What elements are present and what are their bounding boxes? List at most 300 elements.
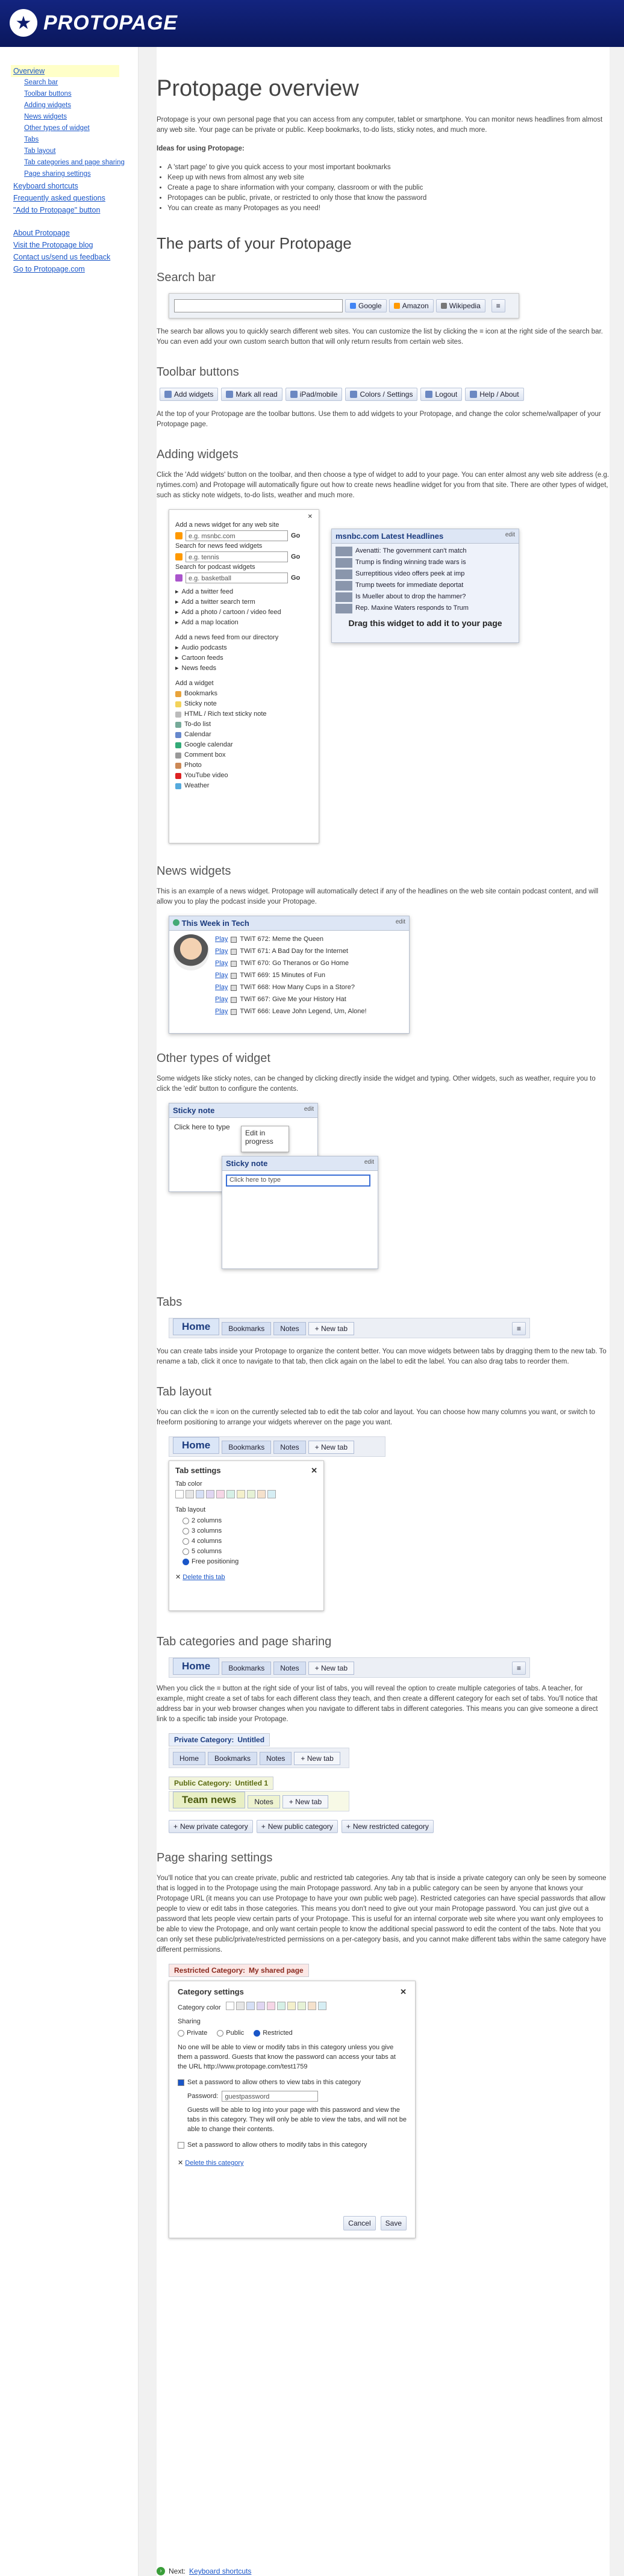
new-tab-label: New tab xyxy=(320,1443,348,1451)
headline-text: Trump is finding winning trade wars is xyxy=(355,559,466,566)
option-label: 5 columns xyxy=(192,1548,222,1555)
tab-notes[interactable]: Notes xyxy=(248,1795,279,1808)
edit-link[interactable]: edit xyxy=(395,919,405,925)
ipad-mobile-button[interactable] xyxy=(285,388,343,401)
google-search-button[interactable] xyxy=(345,299,387,312)
new-restricted-category-button[interactable]: + New restricted category xyxy=(342,1820,434,1833)
sidebar-item[interactable]: Adding widgets xyxy=(24,102,71,109)
radio-button[interactable] xyxy=(183,1518,189,1524)
button-label: iPad/mobile xyxy=(299,390,338,399)
list-item: • Create a page to share information with your company, classroom or with the public xyxy=(167,183,610,193)
radio-label: Restricted xyxy=(263,2029,293,2037)
play-link[interactable]: Play xyxy=(215,948,228,955)
play-icon[interactable] xyxy=(231,949,237,955)
twitter-feed-link[interactable]: ▸ Add a twitter feed xyxy=(175,587,313,597)
tab-notes[interactable]: Notes xyxy=(260,1752,292,1765)
logo-text: PROTOPAGE xyxy=(43,11,178,34)
list-item: • Protopages can be public, private, or restricted to only those that know the password xyxy=(167,193,610,203)
msnbc-preview-widget[interactable] xyxy=(331,529,519,643)
widget-option[interactable] xyxy=(175,750,313,760)
search-bar-desc: The search bar allows you to quickly search different web sites. You can customize the list by clicking the ≡ icon at the right side of the search bar. You can even add your own custom search button that will only return results from certain web sites. xyxy=(157,328,603,346)
radio-button[interactable] xyxy=(183,1538,189,1545)
panel-title: Tab settings xyxy=(175,1466,221,1475)
color-swatch[interactable] xyxy=(237,1490,245,1498)
search-settings-menu-icon[interactable]: ≡ xyxy=(491,299,505,312)
delete-category-link[interactable]: ✕ Delete this category xyxy=(178,2159,244,2167)
sidebar-item[interactable]: "Add to Protopage" button xyxy=(13,206,101,214)
podcast-title[interactable]: TWiT 667: Give Me your History Hat xyxy=(240,996,346,1003)
sharing-demo xyxy=(169,1964,610,2241)
play-link[interactable]: Play xyxy=(215,960,228,967)
label: Tab color xyxy=(175,1480,202,1488)
widget-option-label: Calendar xyxy=(184,731,211,738)
star-logo-icon: ★ xyxy=(10,9,37,37)
link-label: Add a twitter feed xyxy=(181,588,234,595)
sidebar-item[interactable]: Toolbar buttons xyxy=(24,90,72,98)
sidebar-item[interactable]: News widgets xyxy=(24,113,67,120)
color-swatch[interactable] xyxy=(247,1490,255,1498)
edit-link[interactable]: edit xyxy=(304,1106,314,1113)
link-label: News feeds xyxy=(181,665,217,672)
sidebar-item[interactable]: Search bar xyxy=(24,79,58,86)
widget-option[interactable] xyxy=(175,760,313,771)
nav-spacer xyxy=(13,216,138,227)
sticky-note-textarea[interactable]: Click here to type xyxy=(226,1175,370,1187)
headline-item[interactable] xyxy=(335,592,515,602)
photo-feed-link[interactable]: ▸ Add a photo / cartoon / video feed xyxy=(175,607,313,618)
widget-type-icon xyxy=(175,701,181,707)
podcast-item xyxy=(215,970,367,981)
category-settings-panel xyxy=(169,1981,416,2238)
button-label: Google xyxy=(358,302,382,310)
play-icon[interactable] xyxy=(231,985,237,991)
podcast-title[interactable]: TWiT 671: A Bad Day for the Internet xyxy=(240,948,348,955)
podcast-avatar-icon xyxy=(173,934,209,970)
podcast-title[interactable]: TWiT 668: How Many Cups in a Store? xyxy=(240,984,355,991)
tab-bookmarks[interactable]: Bookmarks xyxy=(208,1752,257,1765)
restricted-category-bar[interactable] xyxy=(169,1964,309,1977)
category-type: Restricted Category: xyxy=(174,1966,246,1975)
mark-read-icon xyxy=(226,391,233,398)
widget-type-icon xyxy=(175,763,181,769)
layout-option[interactable] xyxy=(175,1557,317,1567)
delete-tab-link[interactable]: ✕ Delete this tab xyxy=(175,1574,225,1581)
news-site-input[interactable]: e.g. msnbc.com xyxy=(186,530,288,541)
twitter-search-link[interactable]: ▸ Add a twitter search term xyxy=(175,597,313,607)
play-icon[interactable] xyxy=(231,937,237,943)
widget-option[interactable] xyxy=(175,699,313,709)
widget-option-label: To-do list xyxy=(184,721,211,728)
button-label: Wikipedia xyxy=(449,302,481,310)
toolbar-demo xyxy=(160,388,610,401)
private-radio[interactable] xyxy=(178,2028,207,2038)
sticky-note-body[interactable]: Click here to type xyxy=(174,1123,230,1131)
podcast-item xyxy=(215,982,367,993)
audio-podcasts-link[interactable]: ▸ Audio podcasts xyxy=(175,643,313,653)
sidebar-item[interactable]: Page sharing settings xyxy=(24,170,91,178)
cartoon-feeds-link[interactable]: ▸ Cartoon feeds xyxy=(175,653,313,663)
label: Sharing xyxy=(178,2018,201,2025)
save-button[interactable]: Save xyxy=(381,2216,407,2230)
amazon-search-button[interactable] xyxy=(389,299,434,312)
layout-option[interactable] xyxy=(175,1536,317,1547)
drag-caption: Drag this widget to add it to your page xyxy=(348,618,502,628)
news-search-input[interactable]: e.g. tennis xyxy=(186,551,288,562)
color-swatch[interactable] xyxy=(196,1490,204,1498)
headline-item[interactable] xyxy=(335,546,515,556)
color-swatch[interactable] xyxy=(175,1490,184,1498)
label: Password: xyxy=(187,2093,219,2100)
play-link[interactable]: Play xyxy=(215,996,228,1003)
category-name: My shared page xyxy=(249,1966,304,1975)
color-swatch[interactable] xyxy=(277,2002,285,2010)
amazon-icon xyxy=(394,303,400,309)
color-swatch[interactable] xyxy=(267,2002,275,2010)
headline-thumbnail xyxy=(335,581,352,591)
podcast-item xyxy=(215,934,367,945)
link-label: Delete this category xyxy=(185,2159,244,2167)
widget-header xyxy=(169,916,409,931)
tab-bar-demo xyxy=(169,1318,530,1338)
toolbar-heading: Toolbar buttons xyxy=(157,365,239,379)
headline-item[interactable] xyxy=(335,557,515,568)
button-label: Mark all read xyxy=(236,390,278,399)
color-swatch[interactable] xyxy=(236,2002,245,2010)
color-swatch[interactable] xyxy=(206,1490,214,1498)
new-tab-button[interactable]: + New tab xyxy=(282,1795,328,1808)
next-link[interactable]: Keyboard shortcuts xyxy=(189,2567,252,2575)
widget-type-icon xyxy=(175,732,181,738)
radio-button[interactable] xyxy=(183,1528,189,1535)
widget-title: This Week in Tech xyxy=(181,919,249,928)
sidebar-nav xyxy=(0,47,138,275)
widget-title: Sticky note xyxy=(226,1159,268,1168)
label: Tab layout xyxy=(175,1506,206,1513)
color-swatch[interactable] xyxy=(257,2002,265,2010)
label: Add a news widget for any web site xyxy=(175,521,279,529)
podcast-title[interactable]: TWiT 669: 15 Minutes of Fun xyxy=(240,972,326,979)
widget-option-label: Google calendar xyxy=(184,741,233,748)
color-swatch[interactable] xyxy=(287,2002,296,2010)
color-swatch[interactable] xyxy=(186,1490,194,1498)
color-swatch[interactable] xyxy=(216,1490,225,1498)
footer-next xyxy=(157,2567,251,2575)
news-feeds-link[interactable]: ▸ News feeds xyxy=(175,663,313,674)
news-widgets-desc: This is an example of a news widget. Protopage will automatically detect if any of the headlines on the web site contain podcast content, and will allow you to play the podcast inside your Protopage. xyxy=(157,888,599,905)
new-public-category-button[interactable]: + New public category xyxy=(257,1820,338,1833)
next-label: Next: xyxy=(169,2567,186,2575)
categories-demo xyxy=(169,1733,610,1833)
headline-item[interactable] xyxy=(335,580,515,591)
widget-option[interactable] xyxy=(175,730,313,740)
radio-button[interactable] xyxy=(183,1548,189,1555)
rss-icon xyxy=(175,532,183,539)
headline-text: Surreptitious video offers peek at imp xyxy=(355,570,465,577)
tab-layout-demo xyxy=(157,1436,610,1617)
widget-option-label: YouTube video xyxy=(184,772,228,779)
add-widgets-button[interactable] xyxy=(160,388,218,401)
wikipedia-icon xyxy=(441,303,447,309)
tab-home[interactable]: Home xyxy=(173,1318,219,1335)
podcast-item xyxy=(215,958,367,969)
tab-bookmarks[interactable]: Bookmarks xyxy=(222,1441,271,1454)
label: Add a widget xyxy=(175,680,214,687)
tab-bookmarks[interactable]: Bookmarks xyxy=(222,1662,271,1675)
play-icon[interactable] xyxy=(231,961,237,967)
intro-text: Protopage is your own personal page that you can access from any computer, tablet or smartphone. You can monitor news headlines from almost any web site. Your page can be private or public. Keep bookmarks, to-do lists, sticky notes, and much more. xyxy=(157,116,603,134)
tab-bar xyxy=(169,1748,349,1768)
play-icon[interactable] xyxy=(231,1009,237,1015)
widget-option-label: Photo xyxy=(184,762,202,769)
go-button[interactable]: Go xyxy=(291,532,301,539)
color-swatch[interactable] xyxy=(246,2002,255,2010)
new-private-category-button[interactable]: + New private category xyxy=(169,1820,253,1833)
link-label: Add a map location xyxy=(181,619,239,626)
widget-type-icon xyxy=(175,691,181,697)
help-about-button[interactable] xyxy=(465,388,523,401)
category-name: Untitled 1 xyxy=(235,1779,269,1787)
button-label: New public category xyxy=(267,1822,333,1831)
color-swatch[interactable] xyxy=(318,2002,326,2010)
list-item: • You can create as many Protopages as you need! xyxy=(167,203,610,214)
new-tab-label: New tab xyxy=(320,1664,348,1672)
edit-link[interactable]: edit xyxy=(505,532,515,538)
tab-settings-panel xyxy=(169,1460,324,1611)
widget-type-icon xyxy=(175,742,181,748)
option-label: Free positioning xyxy=(192,1558,239,1565)
protopage-logo[interactable] xyxy=(10,6,178,40)
parts-title: The parts of your Protopage xyxy=(157,234,352,252)
tab-home[interactable]: Home xyxy=(173,1752,205,1765)
link-label: Audio podcasts xyxy=(181,644,227,651)
search-bar-heading: Search bar xyxy=(157,271,216,284)
sidebar-link[interactable]: Go to Protopage.com xyxy=(13,265,85,273)
close-icon[interactable]: ✕ xyxy=(400,1987,407,1996)
sticky-note-editing-widget[interactable] xyxy=(222,1156,378,1269)
tab-home[interactable]: Home xyxy=(173,1437,219,1454)
color-swatch[interactable] xyxy=(257,1490,266,1498)
new-tab-label: New tab xyxy=(307,1754,334,1763)
categories-menu-icon[interactable]: ≡ xyxy=(512,1322,526,1335)
sidebar-item[interactable]: Keyboard shortcuts xyxy=(13,182,78,190)
tab-home[interactable]: Home xyxy=(173,1658,219,1675)
button-label: New private category xyxy=(180,1822,248,1831)
main-content xyxy=(157,47,610,2576)
view-password-input[interactable]: guestpassword xyxy=(222,2091,318,2102)
tab-layout-desc: You can click the ≡ icon on the currently selected tab to edit the tab color and layout. You can choose how many columns you want, or switch to freeform positioning to arrange your widgets wherever on the page you want. xyxy=(157,1409,596,1426)
widget-option[interactable] xyxy=(175,781,313,791)
wikipedia-search-button[interactable] xyxy=(436,299,485,312)
sidebar-item[interactable]: Other types of widget xyxy=(24,125,90,132)
layout-option[interactable] xyxy=(175,1516,317,1526)
view-password-checkbox[interactable] xyxy=(178,2078,407,2087)
adding-widgets-heading: Adding widgets xyxy=(157,448,239,461)
widget-header xyxy=(222,1156,378,1171)
color-swatch[interactable] xyxy=(226,2002,234,2010)
go-button[interactable]: Go xyxy=(291,553,301,560)
go-button[interactable]: Go xyxy=(291,574,301,582)
color-swatch[interactable] xyxy=(226,1490,235,1498)
play-link[interactable]: Play xyxy=(215,936,228,943)
colors-settings-button[interactable] xyxy=(345,388,417,401)
podcast-icon xyxy=(173,919,179,926)
link-label: Add a twitter search term xyxy=(181,598,255,606)
widget-option-label: HTML / Rich text sticky note xyxy=(184,710,267,718)
other-widgets-desc: Some widgets like sticky notes, can be changed by clicking directly inside the widget and typing. Other widgets, such as weather, require you to click the 'edit' button to configure the contents. xyxy=(157,1075,596,1093)
search-input[interactable] xyxy=(174,299,343,312)
podcast-icon xyxy=(175,574,183,582)
help-icon xyxy=(470,391,477,398)
button-label: Logout xyxy=(435,390,458,399)
widget-option[interactable] xyxy=(175,740,313,750)
podcast-title[interactable]: TWiT 666: Leave John Legend, Um, Alone! xyxy=(240,1008,367,1015)
headline-item[interactable] xyxy=(335,569,515,579)
add-widget-panel xyxy=(169,509,319,843)
adding-widgets-desc: Click the 'Add widgets' button on the toolbar, and then choose a type of widget to add to your page. You can enter almost any web site address (e.g. nytimes.com) and Protopage will automatically figure out how to create news headline widget for you from that site. There are other types of widget, such as sticky note widgets, to-do lists, weather and much more. xyxy=(157,471,610,499)
public-radio[interactable] xyxy=(217,2028,244,2038)
widget-option[interactable] xyxy=(175,709,313,719)
add-widgets-icon xyxy=(164,391,172,398)
tab-team-news[interactable]: Team news xyxy=(173,1792,245,1808)
podcast-title[interactable]: TWiT 672: Meme the Queen xyxy=(240,936,323,943)
tabs-heading: Tabs xyxy=(157,1296,183,1309)
categories-menu-icon[interactable]: ≡ xyxy=(512,1662,526,1675)
sticky-notes-demo xyxy=(157,1103,610,1277)
headline-thumbnail xyxy=(335,592,352,602)
headline-text: Rep. Maxine Waters responds to Trum xyxy=(355,604,469,612)
layout-option[interactable] xyxy=(175,1547,317,1557)
edit-link[interactable]: edit xyxy=(364,1159,374,1165)
checkbox-label: Set a password to allow others to modify tabs in this category xyxy=(187,2141,367,2149)
ideas-heading: Ideas for using Protopage: xyxy=(157,145,245,152)
sidebar-item[interactable]: Tab categories and page sharing xyxy=(24,159,125,166)
rss-icon xyxy=(175,553,183,560)
next-arrow-icon: › xyxy=(157,2567,165,2575)
news-widgets-heading: News widgets xyxy=(157,864,231,878)
color-swatch[interactable] xyxy=(298,2002,306,2010)
ideas-list xyxy=(167,163,610,214)
tab-notes[interactable]: Notes xyxy=(273,1322,305,1335)
new-tab-button[interactable]: + New tab xyxy=(308,1662,354,1675)
widget-header xyxy=(332,529,519,544)
layout-option[interactable] xyxy=(175,1526,317,1536)
page-title: Protopage overview xyxy=(157,76,359,101)
new-tab-button[interactable]: + New tab xyxy=(294,1752,340,1765)
label: Category color xyxy=(178,2003,221,2011)
new-tab-label: New tab xyxy=(320,1324,348,1333)
sidebar-item[interactable]: Tabs xyxy=(24,136,39,143)
play-icon[interactable] xyxy=(231,997,237,1003)
sidebar-link[interactable]: Visit the Protopage blog xyxy=(13,241,93,249)
tab-layout-heading: Tab layout xyxy=(157,1385,212,1398)
sidebar-link[interactable]: About Protopage xyxy=(13,229,70,237)
color-swatch[interactable] xyxy=(308,2002,316,2010)
new-tab-button[interactable]: + New tab xyxy=(308,1322,354,1335)
logout-icon xyxy=(425,391,432,398)
widget-option[interactable] xyxy=(175,719,313,730)
widget-option-label: Bookmarks xyxy=(184,690,218,697)
sidebar xyxy=(0,47,139,2576)
play-link[interactable]: Play xyxy=(215,1008,228,1015)
link-label: Add a photo / cartoon / video feed xyxy=(181,609,281,616)
logout-button[interactable] xyxy=(420,388,462,401)
label: Search for news feed widgets xyxy=(175,542,263,550)
option-label: 4 columns xyxy=(192,1538,222,1545)
close-icon[interactable]: ✕ xyxy=(311,1466,317,1475)
play-icon[interactable] xyxy=(231,973,237,979)
play-link[interactable]: Play xyxy=(215,984,228,991)
widget-option[interactable] xyxy=(175,689,313,699)
button-label: Amazon xyxy=(402,302,429,310)
podcast-item xyxy=(215,995,367,1005)
headline-thumbnail xyxy=(335,570,352,579)
widget-option-label: Comment box xyxy=(184,751,226,759)
button-label: Add widgets xyxy=(174,390,214,399)
button-label: Colors / Settings xyxy=(360,390,413,399)
panel-title: Category settings xyxy=(178,1987,244,1996)
headline-text: Trump tweets for immediate deportat xyxy=(355,582,464,589)
mobile-icon xyxy=(290,391,298,398)
play-link[interactable]: Play xyxy=(215,972,228,979)
label: Search for podcast widgets xyxy=(175,563,255,571)
twit-news-widget[interactable] xyxy=(169,916,410,1034)
tab-bookmarks[interactable]: Bookmarks xyxy=(222,1322,271,1335)
podcast-item xyxy=(215,1007,367,1017)
private-category-bar[interactable] xyxy=(169,1733,270,1746)
widget-title: msnbc.com Latest Headlines xyxy=(335,532,444,541)
close-icon[interactable]: ✕ xyxy=(307,514,313,520)
headline-item[interactable] xyxy=(335,603,515,613)
tab-notes[interactable]: Notes xyxy=(273,1662,305,1675)
widget-type-icon xyxy=(175,783,181,789)
new-tab-button[interactable]: + New tab xyxy=(308,1441,354,1454)
tab-bar xyxy=(169,1791,349,1811)
adding-widgets-demo xyxy=(157,509,610,846)
tab-categories-desc: When you click the ≡ button at the right side of your list of tabs, you will reveal the option to create multiple categories of tabs. A teacher, for example, might create a set of tabs for each different class they teach, and then create a different category for each set of tabs. You'll notice that address bar in your web browser changes when you navigate to different tabs in different categories. This means you can give someone a direct link to a specific tab inside your Protopage. xyxy=(157,1685,598,1723)
radio-label: Public xyxy=(226,2029,245,2037)
sidebar-item[interactable]: Overview xyxy=(11,65,119,77)
widget-option[interactable] xyxy=(175,771,313,781)
search-bar-demo xyxy=(169,293,519,318)
sidebar-item[interactable]: Tab layout xyxy=(24,147,56,155)
restricted-radio[interactable] xyxy=(254,2028,293,2038)
radio-button[interactable] xyxy=(183,1559,189,1565)
cancel-button[interactable]: Cancel xyxy=(343,2216,375,2230)
mark-all-read-button[interactable] xyxy=(221,388,282,401)
sidebar-item[interactable]: Frequently asked questions xyxy=(13,194,105,202)
widget-option-label: Sticky note xyxy=(184,700,217,707)
sidebar-link[interactable]: Contact us/send us feedback xyxy=(13,253,111,261)
list-item: • A 'start page' to give you quick access to your most important bookmarks xyxy=(167,163,610,173)
podcast-search-input[interactable]: e.g. basketball xyxy=(186,573,288,583)
widget-type-icon xyxy=(175,773,181,779)
map-location-link[interactable]: ▸ Add a map location xyxy=(175,618,313,628)
headline-text: Is Mueller about to drop the hammer? xyxy=(355,593,466,600)
public-category-bar[interactable] xyxy=(169,1777,273,1790)
list-item: • Keep up with news from almost any web site xyxy=(167,173,610,183)
podcast-title[interactable]: TWiT 670: Go Theranos or Go Home xyxy=(240,960,349,967)
color-swatch[interactable] xyxy=(267,1490,276,1498)
restricted-info: No one will be able to view or modify tabs in this category unless you give them a password. Guests that know the password can access your tabs at the URL http://www.protopage.com/test1759 xyxy=(178,2044,396,2070)
category-type: Public Category: xyxy=(174,1779,232,1787)
palette-icon xyxy=(350,391,357,398)
tab-bar xyxy=(169,1436,385,1457)
modify-password-checkbox[interactable] xyxy=(178,2140,407,2150)
button-label: New restricted category xyxy=(352,1822,429,1831)
tab-notes[interactable]: Notes xyxy=(273,1441,305,1454)
widget-type-icon xyxy=(175,753,181,759)
tab-bar-demo xyxy=(169,1657,530,1678)
